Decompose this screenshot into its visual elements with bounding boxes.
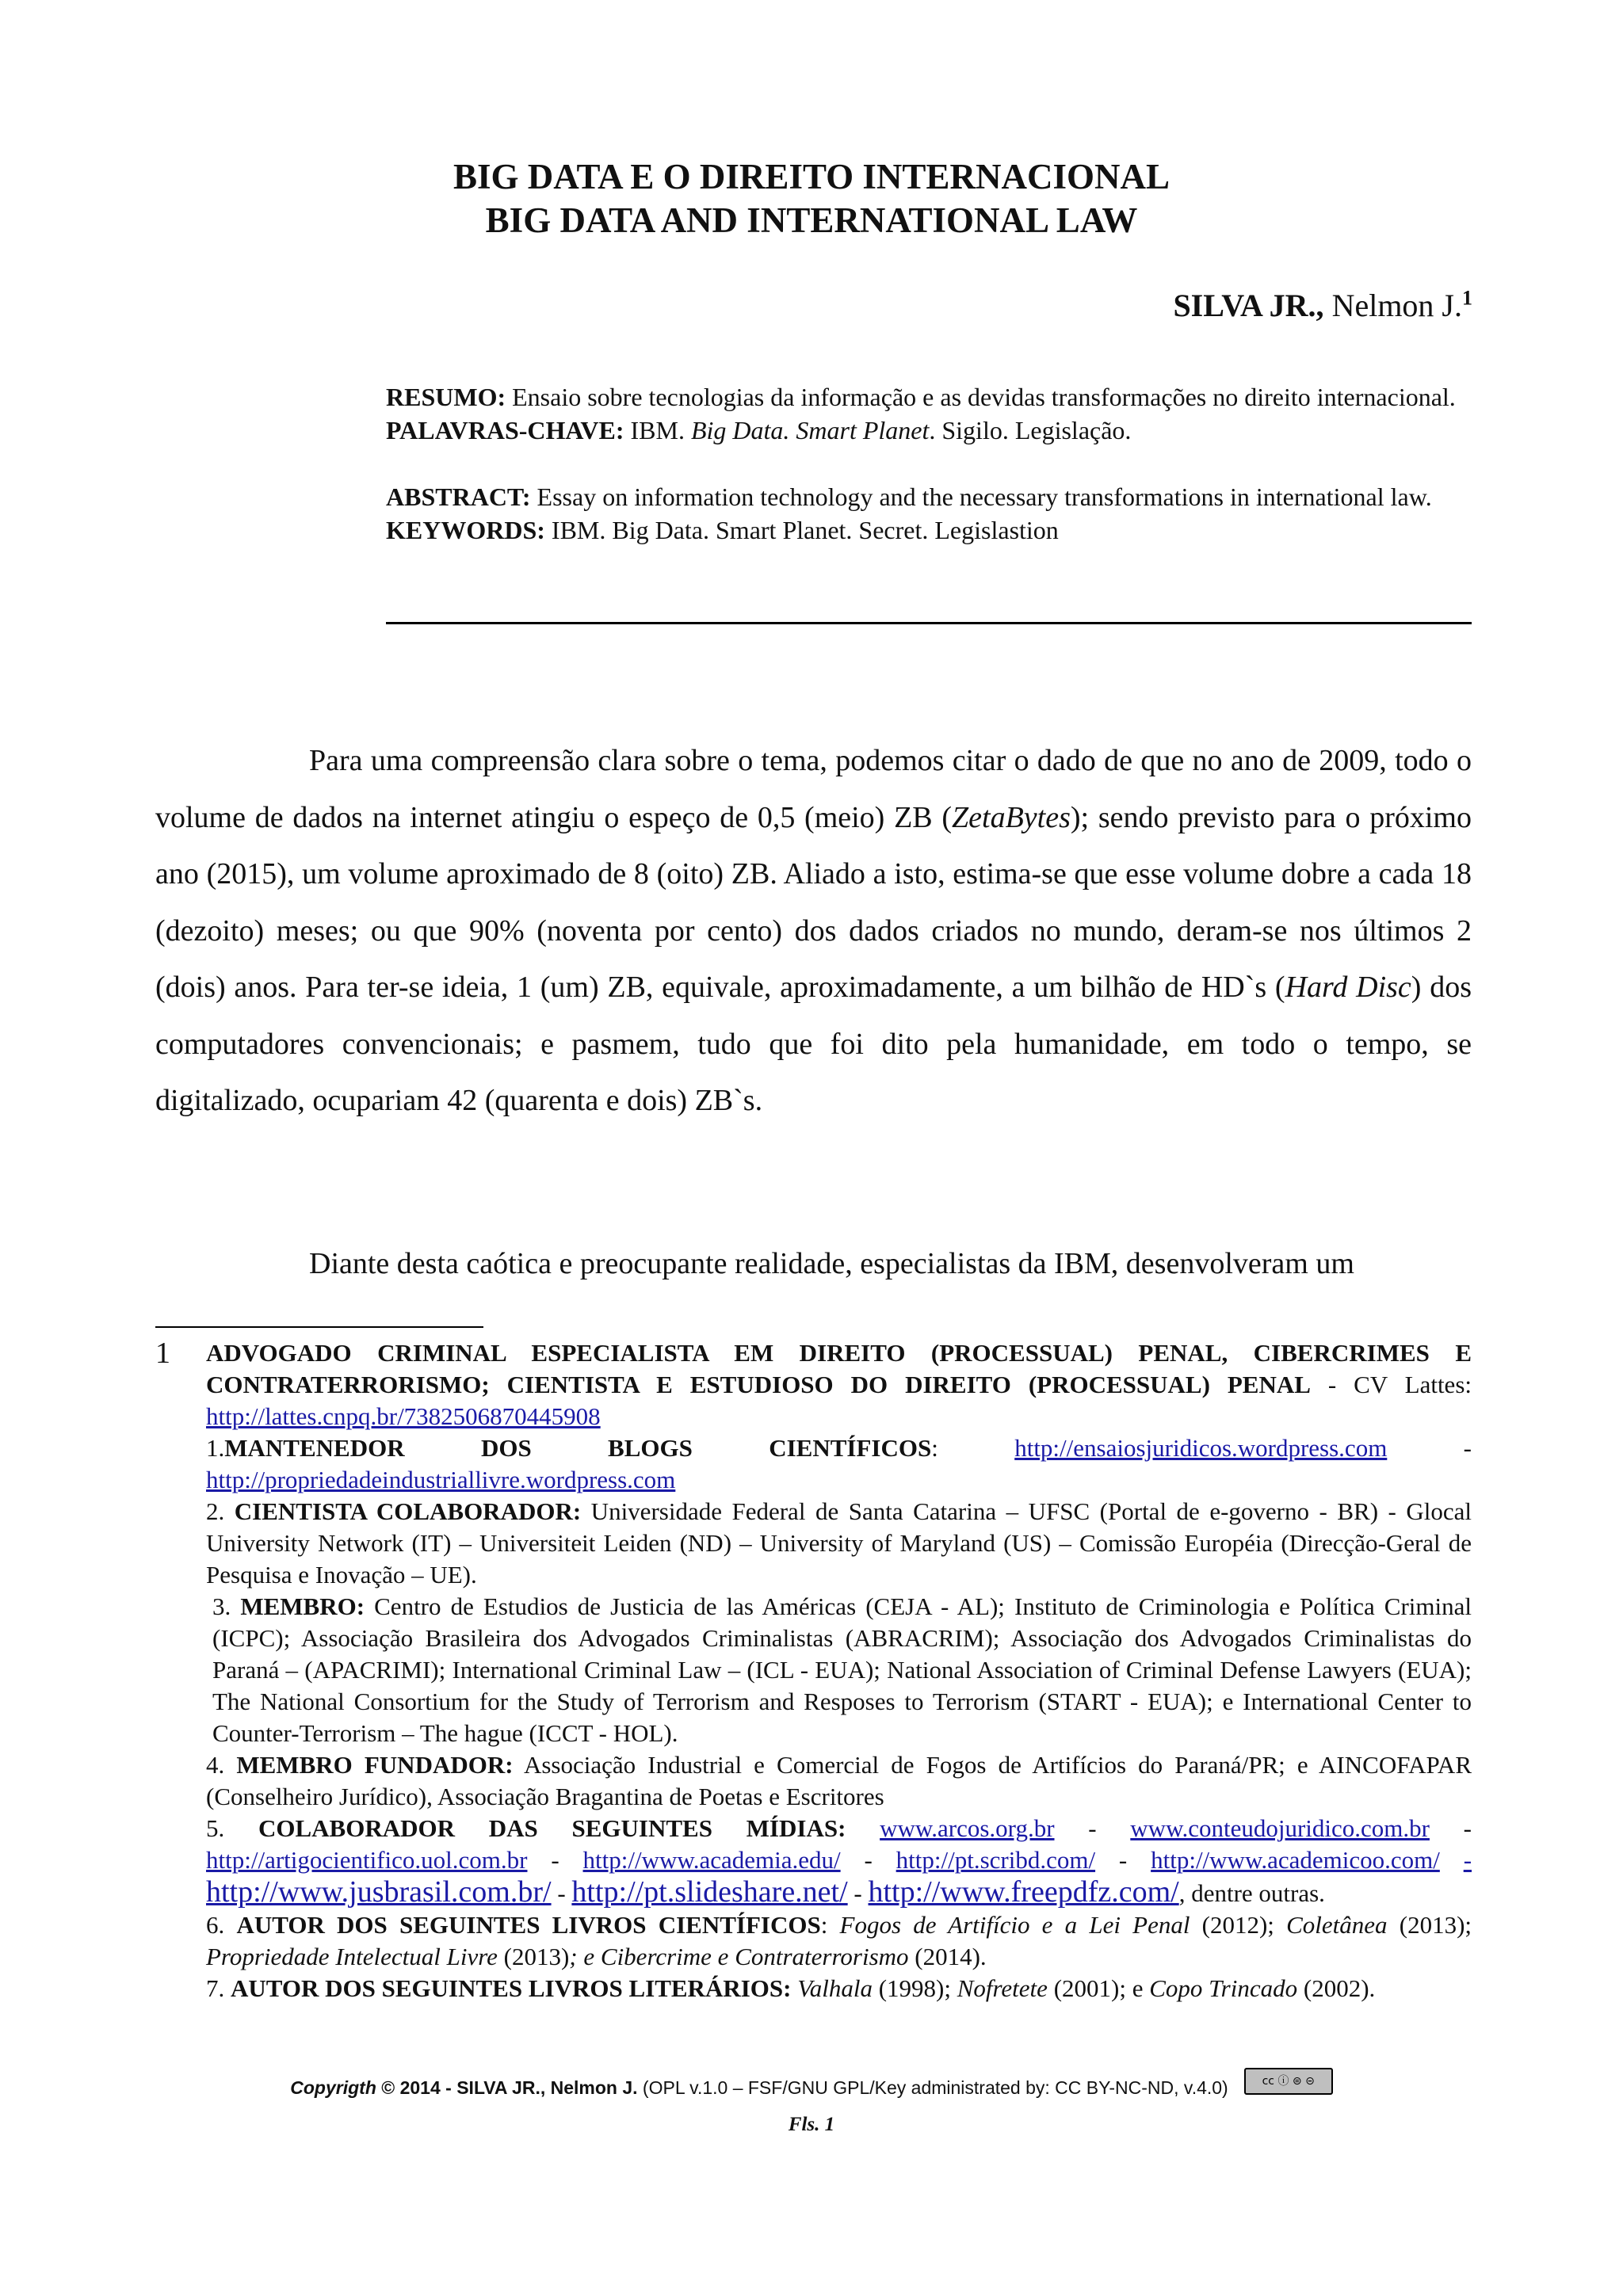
footnote-separator	[155, 1326, 483, 1328]
resumo-label: RESUMO:	[386, 383, 506, 411]
title-portuguese: BIG DATA E O DIREITO INTERNACIONAL	[453, 157, 1170, 196]
p2-text: Diante desta caótica e preocupante realidade, especialistas da IBM, desenvolveram um	[309, 1247, 1354, 1280]
author-line	[1173, 287, 1472, 324]
document-title	[0, 155, 1623, 242]
body-paragraph-2	[155, 1236, 1472, 1293]
ensaios-juridicos-link[interactable]: http://ensaiosjuridicos.wordpress.com	[1014, 1434, 1388, 1462]
resumo	[386, 380, 1472, 414]
author-given-name: Nelmon J.	[1331, 288, 1462, 323]
media-link[interactable]: www.conteudojuridico.com.br	[1130, 1814, 1430, 1842]
keywords-label: KEYWORDS:	[386, 516, 545, 544]
propriedade-industrial-link[interactable]: http://propriedadeindustriallivre.wordpress.com	[206, 1466, 676, 1493]
footnote-item-4: 4. MEMBRO FUNDADOR: Associação Industrial e Comercial de Fogos de Artifícios do Paraná/PR; e AINCOFAPAR (Conselheiro Jurídico), Associação Bragantina de Poetas e Escritores	[206, 1751, 1472, 1810]
palavras-chave-text-2: Big Data. Smart Planet	[690, 416, 930, 444]
keywords-text: IBM. Big Data. Smart Planet. Secret. Legislastion	[551, 516, 1059, 544]
freepdfz-link[interactable]: http://www.freepdfz.com/	[868, 1875, 1179, 1909]
media-link-dash[interactable]: -	[1463, 1846, 1472, 1874]
abstract-divider	[386, 622, 1472, 624]
footnote-item-5: 5. COLABORADOR DAS SEGUINTES MÍDIAS: www.arcos.org.br - www.conteudojuridico.com.br - http://artigocientifico.uol.com.br - http://www.academia.edu/ - http://pt.scribd.com/ - http://www.academicoo.com/ - http://www.jusbrasil.com.br/ - http://pt.slideshare.net/ - http://www.freepdfz.com/, dentre outras.	[206, 1814, 1472, 1909]
palavras-chave-label: PALAVRAS-CHAVE:	[386, 416, 624, 444]
palavras-chave-text-1: IBM.	[630, 416, 685, 444]
resumo-text: Ensaio sobre tecnologias da informação e as devidas transformações no direito internacional.	[512, 383, 1456, 411]
media-link[interactable]: http://artigocientifico.uol.com.br	[206, 1846, 528, 1874]
author-footnote-ref[interactable]: 1	[1462, 286, 1472, 310]
media-link[interactable]: http://www.academicoo.com/	[1151, 1846, 1440, 1874]
media-link[interactable]: www.arcos.org.br	[880, 1814, 1055, 1842]
title-english: BIG DATA AND INTERNATIONAL LAW	[485, 200, 1138, 240]
p1-zetabytes: ZetaBytes	[952, 800, 1071, 834]
media-link[interactable]: http://pt.scribd.com/	[896, 1846, 1096, 1874]
footnote-item-6: 6. AUTOR DOS SEGUINTES LIVROS CIENTÍFICOS: Fogos de Artifício e a Lei Penal (2012); Coletânea (2013); Propriedade Intelectual Livre (2013); e Cibercrime e Contraterrorismo (2014).	[206, 1911, 1472, 1970]
p1-text-a: Para uma compreensão clara sobre o tema, podemos citar o dado de que no ano de 2009, todo o volume de dados na internet atingiu o espeço de 0,5 (meio) ZB (	[155, 744, 1472, 834]
jusbrasil-link[interactable]: http://www.jusbrasil.com.br/	[206, 1875, 552, 1909]
lattes-link[interactable]: http://lattes.cnpq.br/7382506870445908	[206, 1402, 601, 1430]
p1-text-b: ); sendo previsto para o próximo ano (2015), um volume aproximado de 8 (oito) ZB. Aliado a isto, estima-se que esse volume dobre a cada 18 (dezoito) meses; ou que 90% (noventa por cento) dos dados criados no mundo, deram-se nos últimos 2 (dois) anos. Para ter-se ideia, 1 (um) ZB, equivale, aproximadamente, a um bilhão de HD`s (	[155, 800, 1472, 1004]
footnote-item-1: 1.MANTENEDOR DOS BLOGS CIENTÍFICOS: http://ensaiosjuridicos.wordpress.com - http://propriedadeindustriallivre.wordpress.com	[206, 1434, 1472, 1493]
footnote-item-2: 2. CIENTISTA COLABORADOR: Universidade Federal de Santa Catarina – UFSC (Portal de e-governo - BR) - Glocal University Network (IT) – Universiteit Leiden (ND) – University of Maryland (US) – Comissão Européia (Direcção-Geral de Pesquisa e Inovação – UE).	[206, 1497, 1472, 1589]
footnote-header-bold: ADVOGADO CRIMINAL ESPECIALISTA EM DIREITO (PROCESSUAL) PENAL, CIBERCRIMES E CONTRATERRORISMO; CIENTISTA E ESTUDIOSO DO DIREITO (PROCESSUAL) PENAL	[206, 1339, 1472, 1398]
footnote-item-7: 7. AUTOR DOS SEGUINTES LIVROS LITERÁRIOS: Valhala (1998); Nofretete (2001); e Copo Trincado (2002).	[206, 1974, 1376, 2002]
abstract-block	[386, 380, 1472, 547]
cc-license-icon[interactable]: cc ⓘ ⊜ ⊝	[1244, 2068, 1333, 2095]
body-paragraph-1	[155, 733, 1472, 1130]
footnote-header: ADVOGADO CRIMINAL ESPECIALISTA EM DIREITO (PROCESSUAL) PENAL, CIBERCRIMES E CONTRATERRORISMO; CIENTISTA E ESTUDIOSO DO DIREITO (PROCESSUAL) PENAL - CV Lattes: http://lattes.cnpq.br/7382506870445908	[206, 1339, 1472, 1430]
media-link[interactable]: http://www.academia.edu/	[582, 1846, 841, 1874]
copyright-line: Copyrigth © 2014 - SILVA JR., Nelmon J. (OPL v.1.0 – FSF/GNU GPL/Key administrated by: CC BY-NC-ND, v.4.0) cc ⓘ ⊜ ⊝	[0, 2076, 1623, 2103]
slideshare-link[interactable]: http://pt.slideshare.net/	[571, 1875, 848, 1909]
abstract	[386, 480, 1472, 513]
footnote-item-3: 3. MEMBRO: Centro de Estudios de Justicia de las Américas (CEJA - AL); Instituto de Criminologia e Política Criminal (ICPC); Associação Brasileira dos Advogados Criminalistas (ABRACRIM); Associação dos Advogados Criminalistas do Paraná – (APACRIMI); International Criminal Law – (ICL - EUA); National Association of Criminal Defense Lawyers (EUA); The National Consortium for the Study of Terrorism and Resposes to Terrorism (START - EUA); e International Center to Counter-Terrorism – The hague (ICCT - HOL).	[212, 1592, 1472, 1747]
footnote-number: 1	[155, 1337, 170, 1370]
p1-text-c: ) dos computadores convencionais; e pasmem, tudo que foi dito pela humanidade, em todo o tempo, se digitalizado, ocupariam 42 (quarenta e dois) ZB`s.	[155, 971, 1472, 1117]
footnote-1	[155, 1337, 1472, 2004]
keywords	[386, 513, 1472, 547]
abstract-text: Essay on information technology and the necessary transformations in international law.	[537, 482, 1432, 511]
author-surname: SILVA JR.,	[1173, 288, 1324, 323]
abstract-label: ABSTRACT:	[386, 482, 531, 511]
palavras-chave-text-3: . Sigilo. Legislação.	[929, 416, 1132, 444]
palavras-chave	[386, 414, 1472, 447]
p1-hard-disc: Hard Disc	[1285, 971, 1411, 1004]
page-folio: Fls. 1	[788, 2114, 835, 2135]
